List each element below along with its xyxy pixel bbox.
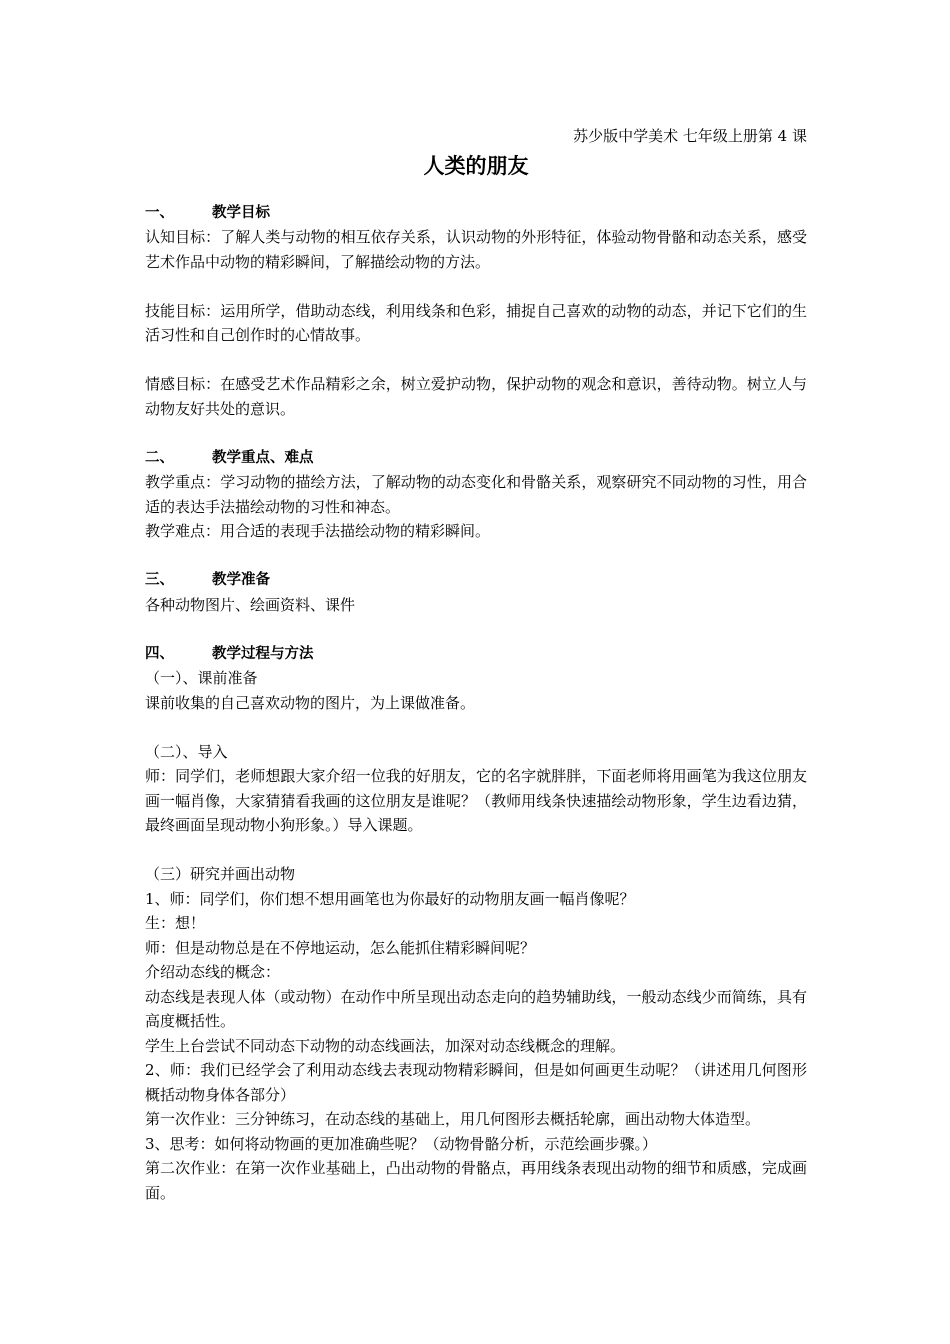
section-number: 一、 <box>145 204 174 221</box>
subsection-title-1: （一）、课前准备 <box>145 669 258 687</box>
paragraph-emotion-goal: 情感目标：在感受艺术作品精彩之余，树立爱护动物，保护动物的观念和意识，善待动物。树立人与动物友好共处的意识。 <box>145 375 807 418</box>
section-title: 教学准备 <box>212 572 270 588</box>
paragraph-pre-class: 课前收集的自己喜欢动物的图片，为上课做准备。 <box>145 693 476 712</box>
process-line: 学生上台尝试不同动态下动物的动态线画法，加深对动态线概念的理解。 <box>145 1036 626 1055</box>
process-line: 第二次作业：在第一次作业基础上，凸出动物的骨骼点，再用线条表现出动物的细节和质感，完成画面。 <box>145 1159 807 1202</box>
process-line: 生：想！ <box>145 914 206 932</box>
subsection-title-3: （三）研究并画出动物 <box>145 865 296 883</box>
section-heading-1 <box>145 201 807 226</box>
section-title: 教学目标 <box>212 204 270 221</box>
section-title: 教学重点、难点 <box>212 449 314 466</box>
document-page <box>145 124 807 1205</box>
process-line: 3、思考：如何将动物画的更加准确些呢？（动物骨骼分析，示范绘画步骤。） <box>145 1134 658 1153</box>
process-line: 师：但是动物总是在不停地运动，怎么能抓住精彩瞬间呢？ <box>145 938 536 957</box>
subsection-title-2: （二）、导入 <box>145 742 228 761</box>
paragraph-preparation: 各种动物图片、绘画资料、课件 <box>145 595 356 614</box>
section-number: 四、 <box>145 645 174 662</box>
paragraph-cognitive-goal: 认知目标：了解人类与动物的相互依存关系，认识动物的外形特征，体验动物骨骼和动态关系，感受艺术作品中动物的精彩瞬间，了解描绘动物的方法。 <box>145 228 807 271</box>
section-heading-4 <box>145 642 807 667</box>
course-line: 苏少版中学美术 七年级上册第 4 课 <box>573 127 807 145</box>
section-heading-3 <box>145 568 807 593</box>
process-line: 第一次作业：三分钟练习，在动态线的基础上，用几何图形去概括轮廓，画出动物大体造型。 <box>145 1110 761 1128</box>
section-heading-2 <box>145 446 807 471</box>
page-title: 人类的朋友 <box>423 153 529 178</box>
section-number: 二、 <box>145 449 174 466</box>
paragraph-introduction: 师：同学们，老师想跟大家介绍一位我的好朋友，它的名字就胖胖，下面老师将用画笔为我这位朋友画一幅肖像，大家猜猜看我画的这位朋友是谁呢？（教师用线条快速描绘动物形象，学生边看边猜，最终画面呈现动物小狗形象。）导入课题。 <box>145 767 807 834</box>
paragraph-key-point: 教学重点：学习动物的描绘方法，了解动物的动态变化和骨骼关系，观察研究不同动物的习性，用合适的表达手法描绘动物的习性和神态。 <box>145 473 807 516</box>
process-line: 2、师：我们已经学会了利用动态线去表现动物精彩瞬间，但是如何画更生动呢？（讲述用几何图形概括动物身体各部分） <box>145 1061 807 1104</box>
process-line: 介绍动态线的概念： <box>145 963 281 981</box>
paragraph-skill-goal: 技能目标：运用所学，借助动态线，利用线条和色彩，捕捉自己喜欢的动物的动态，并记下它们的生活习性和自己创作时的心情故事。 <box>145 301 807 344</box>
section-title: 教学过程与方法 <box>212 645 314 662</box>
process-line: 1、师：同学们，你们想不想用画笔也为你最好的动物朋友画一幅肖像呢？ <box>145 889 635 908</box>
section-number: 三、 <box>145 572 174 588</box>
process-line: 动态线是表现人体（或动物）在动作中所呈现出动态走向的趋势辅助线，一般动态线少而简练，具有高度概括性。 <box>145 987 807 1030</box>
paragraph-difficulty: 教学难点：用合适的表现手法描绘动物的精彩瞬间。 <box>145 522 491 540</box>
